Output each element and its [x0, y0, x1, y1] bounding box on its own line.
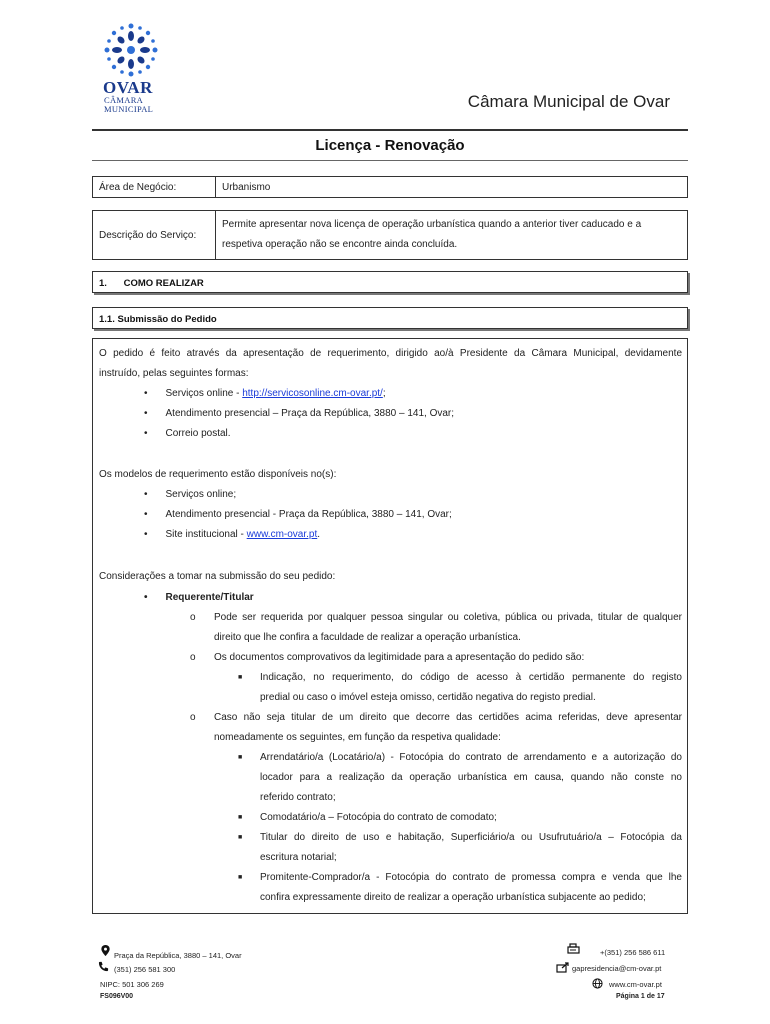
- list-item: • Atendimento presencial - Praça da República, 3880 – 141, Ovar;: [144, 509, 452, 520]
- list-item: • Site institucional - www.cm-ovar.pt.: [144, 529, 321, 540]
- bullet-icon: •: [144, 489, 148, 500]
- section-1-number: 1.: [99, 278, 107, 289]
- circle-bullet-icon: o: [190, 612, 196, 623]
- bullet-icon: •: [144, 529, 148, 540]
- square-bullet-icon: ■: [238, 874, 243, 881]
- titular-uso-item: Titular do direito de uso e habitação, Superficiário/a ou Usufrutuário/a – Fotocópia da escritura notarial;: [260, 832, 682, 863]
- logo-subtitle: [104, 96, 153, 114]
- area-value: Urbanismo: [216, 177, 688, 198]
- square-bullet-icon: ■: [238, 814, 243, 821]
- promitente-item: Promitente-Comprador/a - Fotocópia do contrato de promessa compra e venda que lhe confira expressamente direito de realizar a operação urbanística subjacente ao pedido;: [260, 872, 682, 903]
- footer-address: Praça da República, 3880 – 141, Ovar: [114, 951, 242, 960]
- description-label: Descrição do Serviço:: [93, 211, 216, 260]
- section-1-1-header: 1.1. Submissão do Pedido: [92, 307, 688, 329]
- list-item: • Atendimento presencial – Praça da República, 3880 – 141, Ovar;: [144, 408, 455, 419]
- circle-bullet-icon: o: [190, 652, 196, 663]
- section-1-title: COMO REALIZAR: [123, 278, 204, 289]
- description-row: [92, 210, 688, 260]
- organization-name: Câmara Municipal de Ovar: [467, 92, 670, 111]
- list-item: • Correio postal.: [144, 428, 231, 439]
- site-institucional-link[interactable]: www.cm-ovar.pt: [246, 529, 318, 540]
- bullet-icon: •: [144, 428, 148, 439]
- footer-page-number: Página 1 de 17: [616, 993, 665, 1000]
- ovar-logo-emblem: [100, 22, 162, 78]
- requerente-item-2: Os documentos comprovativos da legitimidade para a apresentação do pedido são:: [214, 652, 585, 663]
- logo-sub-2: MUNICIPAL: [104, 104, 154, 114]
- description-value: [216, 211, 688, 260]
- description-line-1: Permite apresentar nova licença de operação urbanística quando a anterior tiver caducado e a: [222, 219, 642, 230]
- list-item: • Serviços online - http://servicosonline.cm-ovar.pt/;: [144, 388, 386, 399]
- bullet-icon: •: [144, 509, 148, 520]
- footer-form-code: FS096V00: [100, 993, 134, 1000]
- logo-wordmark: OVAR: [103, 78, 153, 97]
- requerente-item-1: Pode ser requerida por qualquer pessoa singular ou coletiva, pública ou privada, titular de qualquer direito que lhe confira a faculdade de realizar a operação urbanística.: [214, 612, 682, 643]
- requerente-heading: • Requerente/Titular: [144, 592, 254, 603]
- circle-bullet-icon: o: [190, 712, 196, 723]
- arrendatario-item: Arrendatário/a (Locatário/a) - Fotocópia do contrato de arrendamento e a autorização do locador para a realização da operação urbanística em causa, quando não conste no referido contrato;: [260, 752, 682, 803]
- servicos-online-link[interactable]: http://servicosonline.cm-ovar.pt/: [242, 388, 383, 399]
- globe-icon: [592, 978, 603, 989]
- logo-sub-1: CÂMARA: [104, 95, 144, 105]
- bullet-icon: •: [144, 388, 148, 399]
- fax-icon: [567, 943, 580, 954]
- requerente-item-3: Caso não seja titular de um direito que decorre das certidões acima referidas, deve apresentar nomeadamente os seguintes, em função da respetiva qualidade:: [214, 712, 682, 743]
- description-line-2: respetiva operação não se encontre ainda concluída.: [222, 239, 458, 250]
- phone-icon: [98, 961, 109, 972]
- location-pin-icon: [100, 945, 111, 956]
- section-1-header: [92, 271, 688, 293]
- footer-website: www.cm-ovar.pt: [609, 980, 662, 989]
- consider-intro: Considerações a tomar na submissão do seu pedido:: [99, 571, 336, 582]
- area-label: Área de Negócio:: [93, 177, 216, 198]
- area-row: [92, 176, 688, 198]
- list-item: • Serviços online;: [144, 489, 237, 500]
- document-title: Licença - Renovação: [315, 137, 465, 154]
- forms-list: [144, 384, 454, 444]
- title-rule: [92, 160, 688, 161]
- footer-phone: (351) 256 581 300: [114, 965, 176, 974]
- intro-line-2: instruído, pelas seguintes formas:: [99, 368, 249, 379]
- email-icon: [556, 962, 569, 973]
- intro-paragraph: [99, 344, 682, 384]
- footer-fax: +(351) 256 586 611: [600, 948, 666, 957]
- models-list: [144, 485, 452, 545]
- footer-nipc: NIPC: 501 306 269: [100, 980, 164, 989]
- square-bullet-icon: ■: [238, 834, 243, 841]
- bullet-icon: •: [144, 408, 148, 419]
- comodatario-item: Comodatário/a – Fotocópia do contrato de comodato;: [260, 812, 497, 823]
- bullet-icon: •: [144, 592, 148, 603]
- footer-email: gapresidencia@cm-ovar.pt: [572, 964, 662, 973]
- models-intro: Os modelos de requerimento estão disponíveis no(s):: [99, 469, 337, 480]
- square-bullet-icon: ■: [238, 754, 243, 761]
- square-bullet-icon: ■: [238, 674, 243, 681]
- header-rule: [92, 129, 688, 131]
- intro-line-1: O pedido é feito através da apresentação de requerimento, dirigido ao/à Presidente da Câmara Municipal, devidamente: [99, 348, 682, 359]
- legitimidade-item: Indicação, no requerimento, do código de acesso à certidão permanente do registo predial ou caso o imóvel esteja omisso, certidão negativa do registo predial.: [260, 672, 682, 703]
